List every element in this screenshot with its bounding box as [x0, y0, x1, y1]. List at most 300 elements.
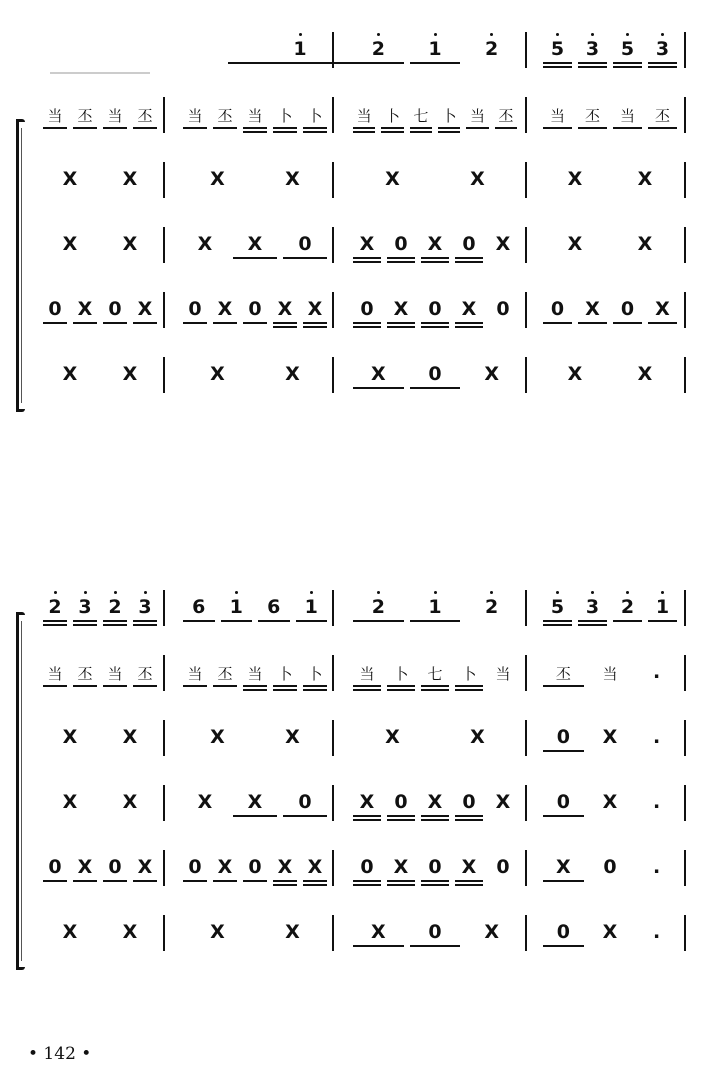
measure-1 — [40, 647, 160, 697]
beam-underline — [273, 689, 297, 691]
note: 0 — [360, 298, 374, 320]
beam-underline — [455, 884, 483, 886]
barline — [525, 590, 527, 626]
note: X — [637, 363, 653, 385]
barline — [684, 357, 686, 393]
beam-underline — [103, 685, 127, 687]
beam-underline — [213, 322, 237, 324]
note: 5 — [550, 596, 565, 618]
beam-underline — [455, 257, 483, 259]
note: 6 — [192, 596, 206, 618]
beam-underline — [353, 880, 381, 882]
beam-underline — [103, 880, 127, 882]
measure-4 — [540, 777, 680, 827]
note: X — [62, 791, 78, 813]
beam-underline — [273, 131, 297, 133]
barline — [163, 292, 165, 328]
beam-underline — [243, 131, 267, 133]
note: X — [277, 298, 293, 320]
beam-underline — [273, 685, 297, 687]
barline — [684, 162, 686, 198]
beam-underline — [303, 884, 327, 886]
beam-underline — [578, 127, 607, 129]
note: 0 — [48, 856, 62, 878]
note: 0 — [428, 921, 442, 943]
measure-4 — [540, 647, 680, 697]
staff-row-part-4 — [0, 777, 708, 827]
note: X — [385, 168, 400, 190]
note: X — [122, 168, 138, 190]
beam-underline — [243, 127, 267, 129]
note: X — [247, 791, 263, 813]
beam-underline — [353, 945, 404, 947]
beam-underline — [73, 880, 97, 882]
beam-underline — [353, 131, 375, 133]
octave-dot — [626, 591, 629, 594]
beam-underline — [455, 685, 483, 687]
measure-3 — [350, 907, 520, 957]
beam-underline — [296, 620, 328, 622]
barline — [684, 915, 686, 951]
beam-underline — [578, 624, 607, 626]
octave-dot — [54, 591, 57, 594]
measure-3 — [350, 284, 520, 334]
note: 2 — [620, 596, 635, 618]
measure-2 — [180, 89, 330, 139]
note: X — [122, 726, 138, 748]
beam-underline — [303, 322, 327, 324]
octave-dot — [434, 33, 437, 36]
beam-underline — [213, 127, 237, 129]
measure-3 — [350, 842, 520, 892]
measure-2 — [180, 284, 330, 334]
beam-underline — [387, 880, 415, 882]
beam-underline — [387, 322, 415, 324]
staff-row-part-5 — [0, 842, 708, 892]
beam-underline — [410, 131, 432, 133]
note: X — [197, 233, 213, 255]
beam-underline — [410, 945, 461, 947]
barline — [525, 850, 527, 886]
note: X — [285, 726, 300, 748]
note: 0 — [188, 856, 202, 878]
syllable: 卜 — [277, 665, 293, 683]
beam-underline — [455, 819, 483, 821]
beam-underline — [648, 62, 677, 64]
note: X — [567, 168, 583, 190]
beam-underline — [133, 880, 157, 882]
beam-underline — [303, 326, 327, 328]
note: 0 — [550, 298, 565, 320]
beam-underline — [543, 127, 572, 129]
beam-underline — [273, 880, 297, 882]
octave-dot — [626, 33, 629, 36]
beam-underline — [283, 815, 327, 817]
beam-underline — [387, 685, 415, 687]
note: 0 — [298, 791, 312, 813]
note: 0 — [556, 921, 570, 943]
beam-underline — [455, 880, 483, 882]
staff-row-melody — [0, 582, 708, 632]
dot-mark: . — [653, 921, 661, 943]
note: 2 — [48, 596, 62, 618]
measure-1 — [40, 777, 160, 827]
measure-4 — [540, 89, 680, 139]
syllable: 卜 — [461, 665, 477, 683]
barline — [525, 720, 527, 756]
beam-underline — [421, 261, 449, 263]
syllable: 当 — [356, 107, 372, 125]
note: X — [484, 921, 499, 943]
note: X — [217, 856, 233, 878]
note: X — [371, 363, 386, 385]
octave-dot — [490, 591, 493, 594]
beam-underline — [421, 322, 449, 324]
beam-underline — [578, 66, 607, 68]
syllable: 卜 — [277, 107, 293, 125]
note: X — [210, 726, 225, 748]
octave-dot — [556, 33, 559, 36]
barline — [332, 720, 334, 756]
note: 0 — [556, 791, 570, 813]
note: X — [359, 791, 375, 813]
beam-underline — [438, 131, 460, 133]
beam-underline — [543, 945, 584, 947]
syllable: 丕 — [654, 107, 670, 125]
measure-1 — [40, 582, 160, 632]
octave-dot — [661, 591, 664, 594]
beam-underline — [303, 127, 327, 129]
measure-1 — [40, 154, 160, 204]
syllable: 丕 — [555, 665, 571, 683]
beam-underline — [613, 62, 642, 64]
syllable: 卜 — [441, 107, 457, 125]
measure-4 — [540, 582, 680, 632]
note: 2 — [108, 596, 122, 618]
beam-underline — [353, 261, 381, 263]
measure-2 — [180, 219, 330, 269]
staff-row-part-4 — [0, 219, 708, 269]
measure-2 — [180, 907, 330, 957]
note: X — [556, 856, 571, 878]
note: X — [210, 363, 225, 385]
syllable: 丕 — [137, 665, 153, 683]
note: X — [461, 298, 477, 320]
note: X — [62, 168, 78, 190]
note: 0 — [428, 298, 442, 320]
beam-underline — [387, 815, 415, 817]
syllable: 丕 — [77, 665, 93, 683]
measure-1 — [40, 907, 160, 957]
note: X — [655, 298, 670, 320]
note: X — [137, 298, 153, 320]
note: X — [637, 233, 653, 255]
note: 2 — [485, 596, 499, 618]
beam-underline — [421, 880, 449, 882]
beam-underline — [103, 127, 127, 129]
barline — [525, 292, 527, 328]
beam-underline — [243, 880, 267, 882]
note: 1 — [428, 38, 442, 60]
note: 2 — [371, 38, 385, 60]
beam-underline — [103, 322, 127, 324]
octave-dot — [377, 591, 380, 594]
beam-underline — [387, 884, 415, 886]
note: 0 — [620, 298, 635, 320]
syllable: 当 — [107, 107, 123, 125]
measure-3 — [350, 712, 520, 762]
note: 3 — [78, 596, 92, 618]
beam-underline — [543, 62, 572, 64]
octave-dot — [591, 33, 594, 36]
beam-underline — [421, 326, 449, 328]
beam-underline — [613, 66, 642, 68]
dot-mark: . — [653, 726, 661, 748]
barline — [163, 162, 165, 198]
note: X — [393, 298, 409, 320]
beam-underline — [648, 127, 677, 129]
beam-underline — [578, 620, 607, 622]
measure-3 — [350, 24, 520, 74]
syllable: 当 — [187, 665, 203, 683]
octave-dot — [114, 591, 117, 594]
beam-underline — [73, 620, 97, 622]
note: X — [210, 921, 225, 943]
beam-underline — [495, 127, 517, 129]
measure-1 — [40, 89, 160, 139]
beam-underline — [43, 685, 67, 687]
measure-3 — [350, 582, 520, 632]
note: X — [484, 363, 499, 385]
barline — [163, 227, 165, 263]
beam-underline — [183, 620, 215, 622]
note: X — [637, 168, 653, 190]
beam-underline — [543, 620, 572, 622]
syllable: 当 — [47, 107, 63, 125]
note: 0 — [188, 298, 202, 320]
beam-underline — [183, 322, 207, 324]
beam-underline — [387, 257, 415, 259]
measure-2 — [180, 712, 330, 762]
beam-underline — [133, 624, 157, 626]
note: 0 — [496, 856, 510, 878]
measure-2 — [180, 842, 330, 892]
syllable: 丕 — [137, 107, 153, 125]
beam-underline — [273, 326, 297, 328]
note: 2 — [371, 596, 385, 618]
barline — [684, 292, 686, 328]
beam-underline — [543, 685, 584, 687]
note: 1 — [293, 38, 307, 60]
beam-underline — [273, 322, 297, 324]
note: 1 — [655, 596, 670, 618]
note: X — [567, 233, 583, 255]
beam-underline — [543, 66, 572, 68]
note: X — [62, 726, 78, 748]
measure-1 — [40, 712, 160, 762]
beam-underline — [243, 322, 267, 324]
measure-4 — [540, 24, 680, 74]
note: 0 — [48, 298, 62, 320]
note: 1 — [229, 596, 243, 618]
beam-underline — [353, 127, 375, 129]
measure-2 — [180, 582, 330, 632]
staff-row-part-6 — [0, 349, 708, 399]
beam-underline — [387, 689, 415, 691]
measure-1 — [40, 842, 160, 892]
syllable: 当 — [107, 665, 123, 683]
beam-underline — [303, 131, 327, 133]
syllable: 卜 — [393, 665, 409, 683]
beam-underline — [73, 127, 97, 129]
beam-underline — [353, 685, 381, 687]
beam-underline — [543, 322, 572, 324]
syllable: 丕 — [584, 107, 600, 125]
score-system-1 — [0, 12, 708, 402]
note: 3 — [655, 38, 670, 60]
bracket-hook-bot — [16, 967, 25, 970]
faint-mark — [50, 72, 150, 74]
barline — [163, 720, 165, 756]
staff-row-percussion-syllables — [0, 647, 708, 697]
note: X — [461, 856, 477, 878]
beam-underline — [381, 131, 403, 133]
beam-underline — [578, 322, 607, 324]
measure-2 — [180, 24, 330, 74]
staff-row-part-3 — [0, 712, 708, 762]
note: 2 — [485, 38, 499, 60]
note: X — [62, 233, 78, 255]
note: 0 — [496, 298, 510, 320]
beam-underline — [353, 322, 381, 324]
staff-row-percussion-syllables — [0, 89, 708, 139]
note: X — [285, 921, 300, 943]
note: X — [385, 726, 400, 748]
note: X — [122, 363, 138, 385]
beam-underline — [613, 620, 642, 622]
note: 0 — [108, 856, 122, 878]
note: X — [495, 233, 511, 255]
note: 1 — [304, 596, 318, 618]
syllable: 当 — [549, 107, 565, 125]
note: 0 — [248, 856, 262, 878]
note: 0 — [394, 791, 408, 813]
barline — [163, 655, 165, 691]
octave-dot — [310, 591, 313, 594]
beam-underline — [303, 685, 327, 687]
beam-underline — [543, 750, 584, 752]
barline — [332, 785, 334, 821]
note: 3 — [585, 38, 600, 60]
syllable: 当 — [469, 107, 485, 125]
measure-1 — [40, 284, 160, 334]
syllable: 当 — [47, 665, 63, 683]
note: 0 — [360, 856, 374, 878]
measure-1 — [40, 349, 160, 399]
barline — [525, 357, 527, 393]
note: 0 — [462, 791, 476, 813]
barline — [332, 915, 334, 951]
note: 0 — [108, 298, 122, 320]
note: X — [602, 726, 618, 748]
octave-dot — [434, 591, 437, 594]
beam-underline — [43, 624, 67, 626]
note: 0 — [428, 856, 442, 878]
dot-mark: . — [653, 791, 661, 813]
beam-underline — [221, 620, 253, 622]
measure-4 — [540, 907, 680, 957]
barline — [163, 850, 165, 886]
barline — [332, 590, 334, 626]
syllable: 当 — [359, 665, 375, 683]
note: 5 — [550, 38, 565, 60]
beam-underline — [233, 815, 277, 817]
beam-underline — [303, 880, 327, 882]
beam-underline — [410, 62, 461, 64]
beam-underline — [43, 880, 67, 882]
note: X — [602, 921, 618, 943]
barline — [525, 97, 527, 133]
beam-underline — [43, 322, 67, 324]
syllable: 当 — [619, 107, 635, 125]
beam-underline — [243, 685, 267, 687]
beam-underline — [410, 127, 432, 129]
barline — [163, 97, 165, 133]
measure-3 — [350, 777, 520, 827]
note: 0 — [394, 233, 408, 255]
beam-underline — [421, 819, 449, 821]
beam-underline — [455, 326, 483, 328]
syllable: 丕 — [217, 107, 233, 125]
note: 3 — [585, 596, 600, 618]
note: 1 — [428, 596, 442, 618]
measure-2 — [180, 154, 330, 204]
note: X — [122, 233, 138, 255]
staff-row-melody — [0, 24, 708, 74]
beam-underline — [466, 127, 488, 129]
note: X — [247, 233, 263, 255]
barline — [525, 32, 527, 68]
beam-underline — [353, 819, 381, 821]
beam-underline — [258, 620, 290, 622]
beam-underline — [543, 880, 584, 882]
beam-underline — [73, 624, 97, 626]
note: X — [359, 233, 375, 255]
beam-underline — [273, 127, 297, 129]
beam-underline — [353, 257, 381, 259]
note: X — [122, 791, 138, 813]
note: X — [277, 856, 293, 878]
octave-dot — [556, 591, 559, 594]
beam-underline — [648, 322, 677, 324]
beam-underline — [410, 620, 461, 622]
beam-underline — [438, 127, 460, 129]
barline — [525, 162, 527, 198]
beam-underline — [243, 689, 267, 691]
note: 3 — [138, 596, 152, 618]
measure-4 — [540, 842, 680, 892]
beam-underline — [183, 127, 207, 129]
note: 0 — [248, 298, 262, 320]
barline — [525, 227, 527, 263]
octave-dot — [377, 33, 380, 36]
note: X — [427, 791, 443, 813]
barline — [163, 785, 165, 821]
note: X — [427, 233, 443, 255]
staff-row-part-6 — [0, 907, 708, 957]
note: X — [137, 856, 153, 878]
syllable: 当 — [602, 665, 618, 683]
